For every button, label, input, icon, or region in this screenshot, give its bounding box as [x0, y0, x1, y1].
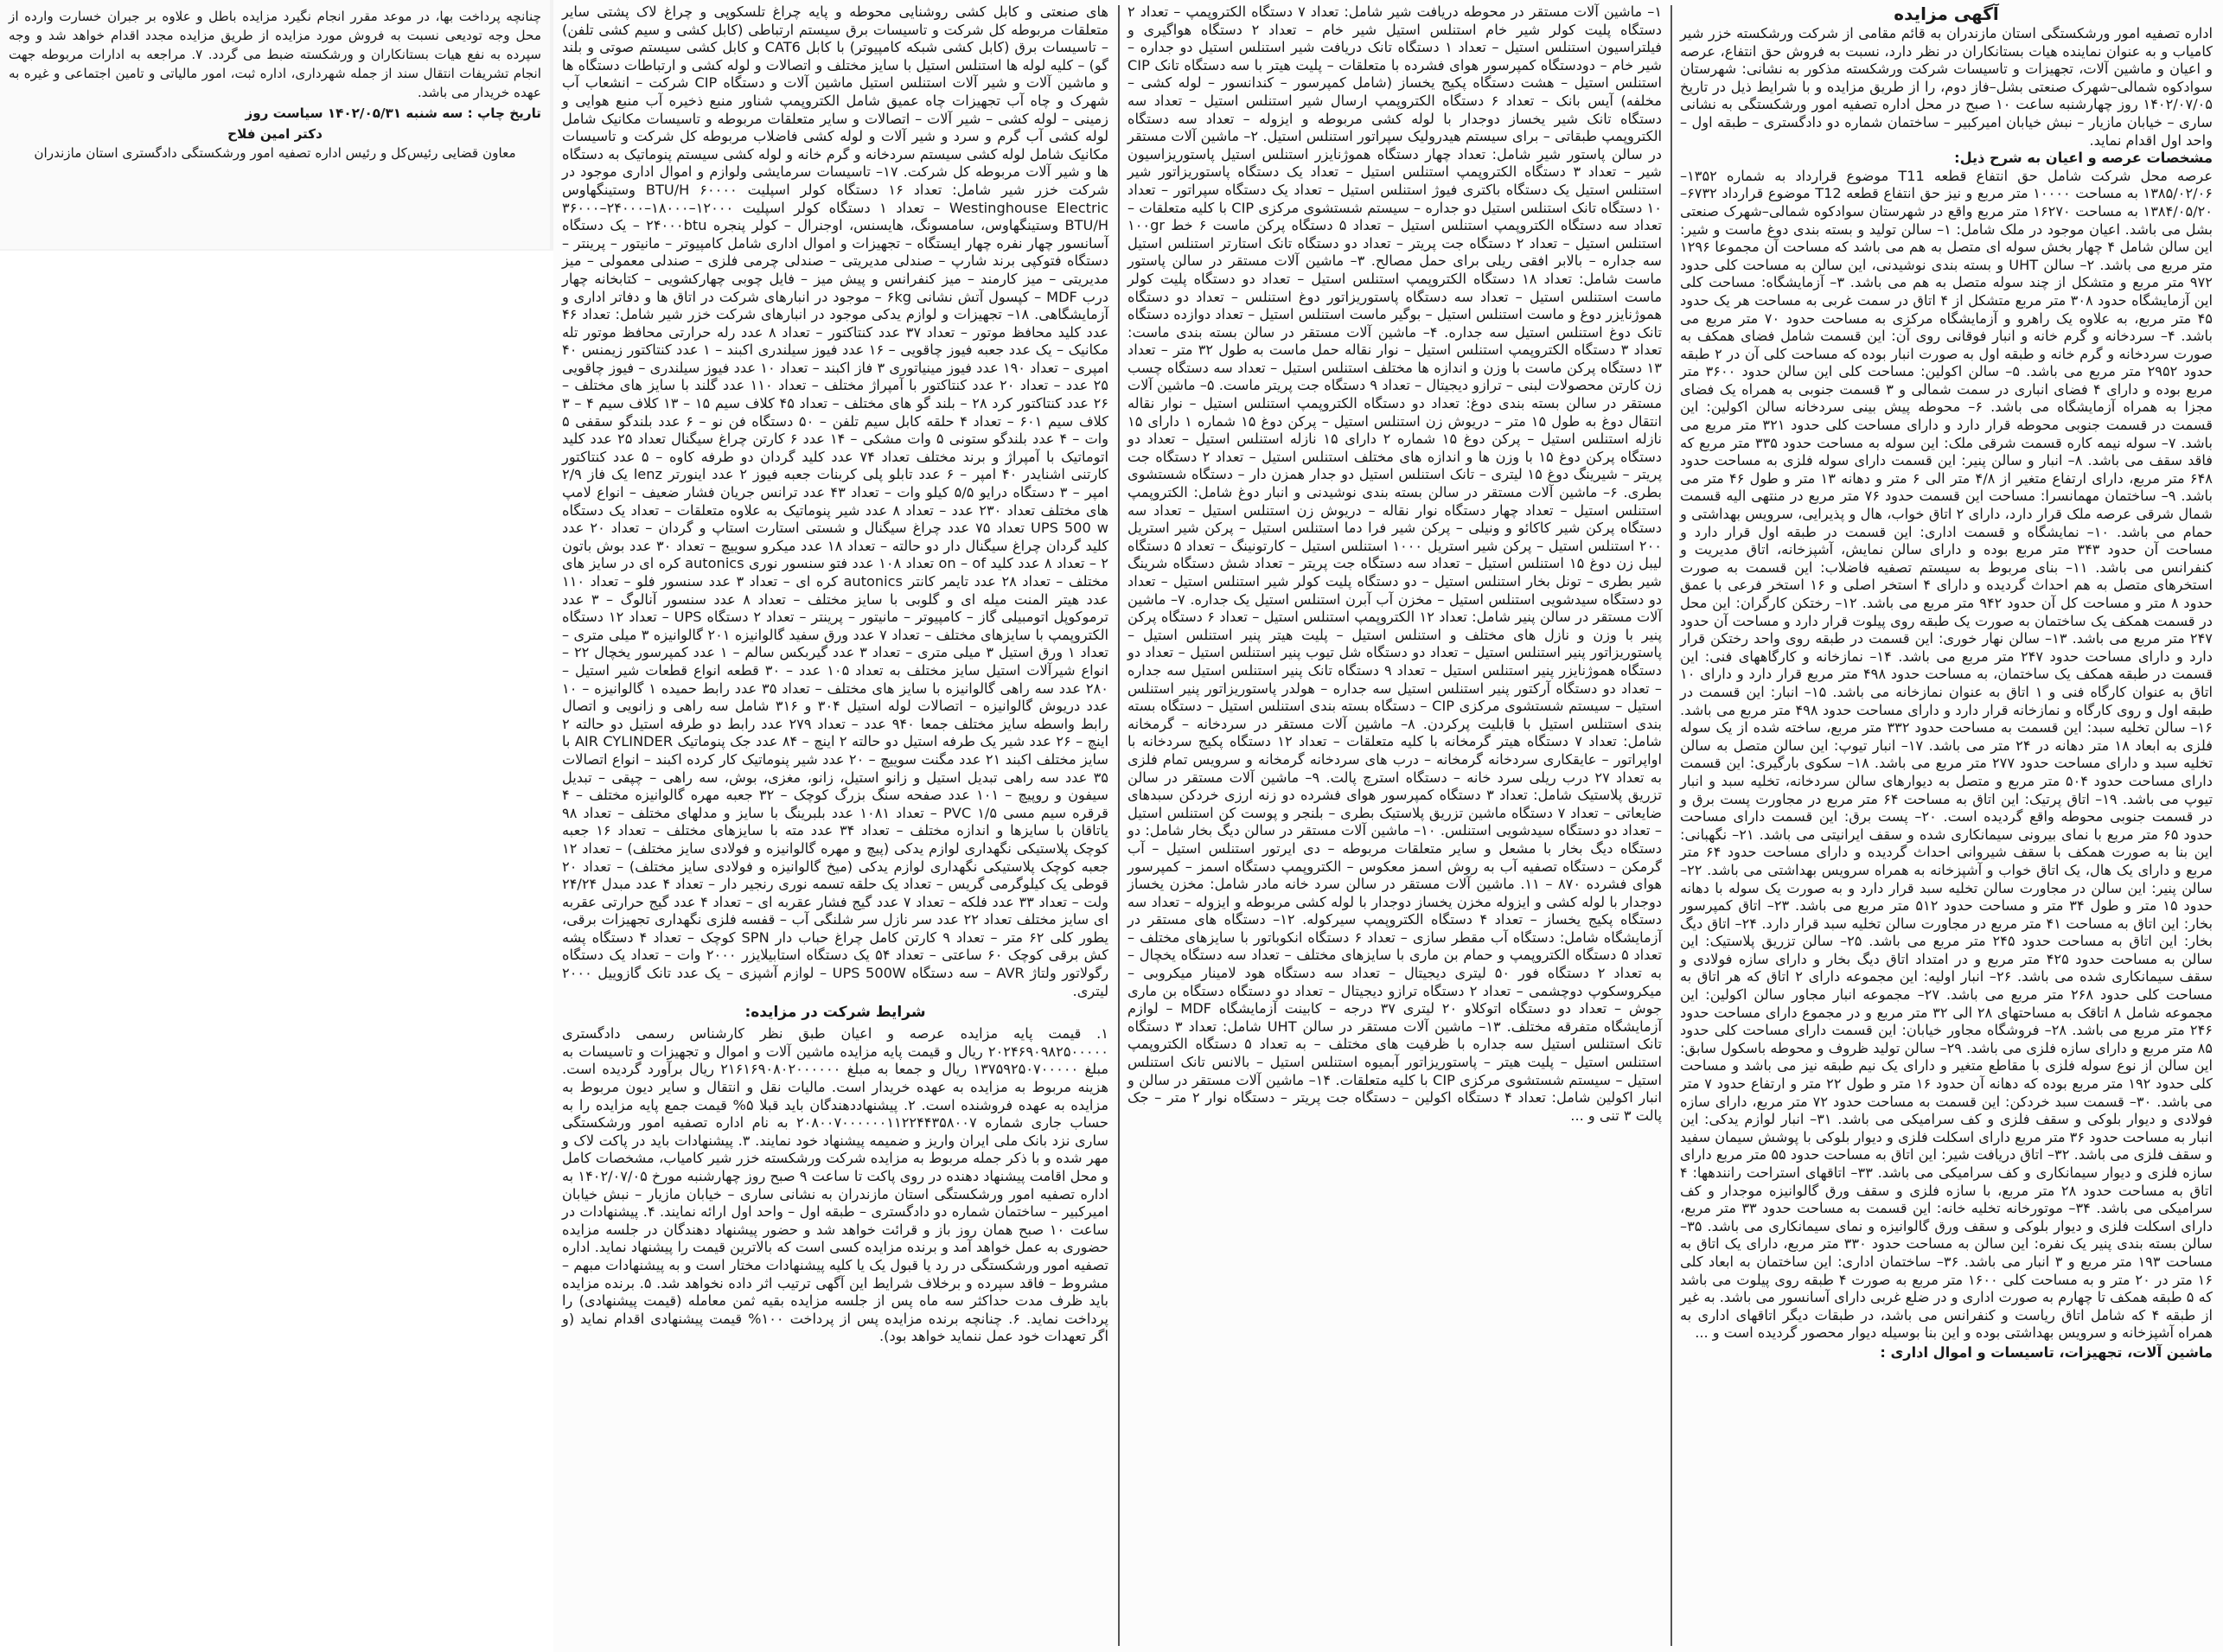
notice-heading: آگهی مزایده	[1894, 3, 1999, 24]
spec-text: عرصه محل شرکت شامل حق انتفاع قطعه T11 موضوع قرارداد به شماره ۱۳۵۲–۱۳۸۵/۰۲/۰۶ به مساحت ۱۰۰۰۰ متر مربع و نیز حق انتفاع قطعه T12 موضوع قرارداد ۶۷۳۲–۱۳۸۴/۰۵/۲۰ به مساحت ۱۶۲۷۰ متر مربع واقع در شهرستان سوادکوه شمالی–شهرک صنعتی بشل می باشد. اعیان موجود در ملک شامل: ۱– سالن تولید و بسته بندی دوغ ماست و شیر: این سالن شامل ۴ چهار بخش سوله ای متصل به هم می باشد که مساحت آن مجموعا ۱۲۹۶ متر مربع می باشد. ۲– سالن UHT و بسته بندی نوشیدنی، این سالن به مساحت کلی حدود ۹۷۲ متر مربع و متشکل از چند سوله متصل به هم می باشد. ۳– آزمایشگاه: مساحت کلی این آزمایشگاه حدود ۳۰۸ متر مربع متشکل از ۴ اتاق در سمت غربی به مساحت هر یک حدود ۴۵ متر مربع، به علاوه یک راهرو و آزمایشگاه مرکزی به مساحت حدود ۷۰ متر مربع می باشد. ۴– سردخانه و گرم خانه و انبار فوقانی روی آن: این قسمت شامل فضای همکف به صورت سردخانه و گرم خانه و طبقه اول به صورت انبار بوده که مساحت کلی آن در ۲ طبقه حدود ۲۹۵۲ متر مربع می باشد. ۵– سالن اکولین: مساحت کلی این سالن حدود ۳۶۰۰ متر مربع بوده و دارای ۴ فضای انباری در سمت شمالی و ۳ قسمت جنوبی به همراه یک فضای مجزا به همراه آزمایشگاه می باشد. ۶– محوطه پیش بینی سردخانه سالن اکولین: این قسمت در قسمت جنوبی محوطه قرار دارد و دارای مساحت کلی حدود ۳۲۱ متر مربع می باشد. ۷– سوله نیمه کاره قسمت شرقی ملک: این سوله به مساحت حدود ۳۳۵ متر مربع که فاقد سقف می باشد. ۸– انبار و سالن پنیر: این قسمت دارای سوله فلزی به مساحت حدود ۶۴۸ متر مربع، دارای ارتفاع متغیر از ۴/۸ متر الی ۶ متر و دهانه ۱۳ متر و طول ۴۶ متر می باشد. ۹– ساختمان مهمانسرا: مساحت این قسمت حدود ۷۶ متر مربع در منتهی الیه قسمت شمال شرقی عرصه ملک قرار دارد، دارای ۲ اتاق خواب، هال و پذیرایی، سرویس بهداشتی و حمام می باشد. ۱۰– نمایشگاه و قسمت اداری: این قسمت در طبقه اول قرار دارد و مساحت آن حدود ۳۴۳ متر مربع بوده و دارای سالن نمایش، آشپزخانه، اتاق مدیریت و کنفرانس می باشد. ۱۱– بنای مربوط به سیستم تصفیه فاضلاب: این قسمت به صورت استخرهای متصل به هم احداث گردیده و دارای ۴ استخر اصلی و ۱۶ استخر فرعی با عمق حدود ۸ متر و مساحت کل آن حدود ۹۴۲ متر مربع می باشد. ۱۲– رختکن کارگران: این محل در قسمت همکف یک ساختمان به صورت یک طبقه روی پیلوت قرار دارد و مساحت آن حدود ۲۴۷ متر مربع می باشد. ۱۳– سالن نهار خوری: این قسمت در طبقه روی واحد رختکن قرار دارد و دارای مساحت حدود ۲۴۷ متر مربع می باشد. ۱۴– نمازخانه و کارگاههای فنی: این قسمت در طبقه همکف یک ساختمان، به مساحت حدود ۴۹۸ متر مربع قرار دارد و دارای ۱۰ اتاق به عنوان کارگاه فنی و ۱ اتاق به عنوان نمازخانه می باشد. ۱۵– انبار: این قسمت در طبقه اول و روی کارگاه و نمازخانه قرار دارد و دارای مساحت حدود ۴۹۸ متر مربع می باشد. ۱۶– سالن تخلیه سبد: این قسمت به مساحت حدود ۳۳۲ متر مربع، ساخته شده از یک سوله فلزی به ابعاد ۱۸ متر دهانه در ۲۴ متر می باشد. ۱۷– انبار تیوپ: این سالن متصل به سالن تخلیه سبد و دارای مساحت حدود ۲۷۷ متر مربع می باشد. ۱۸– سکوی بارگیری: این قسمت دارای مساحت حدود ۵۰۴ متر مربع و متصل به دیوارهای سالن سردخانه، تخلیه سبد و انبار تیوپ می باشد. ۱۹– اتاق پرتیک: این اتاق به مساحت ۶۴ متر مربع در مجاورت پست برق و در قسمت جنوبی محوطه واقع گردیده است. ۲۰– پست برق: این قسمت دارای مساحت حدود ۶۵ متر مربع با نمای بیرونی سیمانکاری شده و سقف ایرانیتی می باشد. ۲۱– نگهبانی: این بنا به صورت همکف با سقف شیروانی احداث گردیده و دارای مساحت حدود ۶۴ متر مربع و دارای یک هال، یک اتاق خواب و آشپزخانه به همراه سرویس بهداشتی می باشد. ۲۲– سالن پنیر: این سالن در مجاورت سالن تخلیه سبد قرار دارد و به صورت یک سوله با دهانه حدود ۱۵ متر و طول ۳۴ متر و مساحت حدود ۵۱۲ متر مربع می باشد. ۲۳– اتاق کمپرسور بخار: این اتاق به مساحت ۴۱ متر مربع در مجاورت سالن تخلیه سبد قرار دارد. ۲۴– اتاق دیگ بخار: این اتاق به مساحت حدود ۲۴۵ متر مربع می باشد. ۲۵– سالن تزریق پلاستیک: این سالن به مساحت حدود ۴۲۵ متر مربع و در امتداد اتاق دیگ بخار و دارای سازه فولادی و سقف سیمانکاری شده می باشد. ۲۶– انبار اولیه: این مجموعه دارای ۲ اتاق که هر اتاق به مساحت کلی حدود ۲۶۸ متر مربع می باشد. ۲۷– مجموعه انبار مجاور سالن اکولین: این مجموعه شامل ۸ اتاقک به مساحتهای ۲۸ الی ۳۲ متر مربع و در مجموع دارای مساحت حدود ۲۴۶ متر مربع می باشد. ۲۸– فروشگاه مجاور خیابان: این قسمت دارای مساحت کلی حدود ۸۵ متر مربع و دارای سازه فلزی می باشد. ۲۹– سالن تولید ظروف و محوطه باسکول سابق: این سالن از نوع سوله فلزی با مقاطع متغیر و دارای یک نیم طبقه نیز می باشد و مساحت کلی حدود ۱۹۲ متر مربع بوده که دهانه آن حدود ۱۶ متر و طول ۲۲ متر و ارتفاع حدود ۷ متر می باشد. ۳۰– قسمت سبد خردکن: این قسمت به مساحت حدود ۷۲ متر مربع، دارای سازه فولادی و دیوار بلوکی و سقف فلزی و کف سرامیکی می باشد. ۳۱– انبار لوازم یدکی: این انبار به مساحت حدود ۳۶ متر مربع دارای اسکلت فلزی و دیوار بلوکی با پوشش سیمان سفید و سقف فلزی می باشد. ۳۲– اتاق دریافت شیر: این اتاق به مساحت حدود ۵۵ متر مربع دارای سازه فلزی و دیوار سیمانکاری و کف سرامیکی می باشد. ۳۳– اتاقهای استراحت رانندهها: ۴ اتاق به مساحت حدود ۲۸ متر مربع، با سازه فلزی و سقف ورق گالوانیزه موجدار و کف سرامیکی می باشد. ۳۴– موتورخانه تخلیه خانه: این قسمت به مساحت حدود ۳۳ متر مربع، دارای اسکلت فلزی و دیوار بلوکی و سقف ورق گالوانیزه و نمای سیمانکاری می باشد. ۳۵– سالن بسته بندی پنیر یک نفره: این سالن به مساحت حدود ۳۳۰ متر مربع، دارای یک اتاق به مساحت ۱۹۳ متر مربع و ۳ انبار می باشد. ۳۶– ساختمان اداری: این ساختمان به ابعاد کلی ۱۶ متر در ۲۰ متر و به مساحت کلی ۱۶۰۰ متر مربع به صورت ۴ طبقه روی پیلوت می باشد که ۵ طبقه همکف تا چهارم به صورت اداری و در ضلع غربی دارای آسانسور می باشد. به غیر از طبقه ۴ که شامل اتاق ریاست و کنفرانس می باشد، در طبقات دیگر اتاقهای اداری به همراه آشپزخانه و سرویس بهداشتی بوده و این بنا بوسیله دیوار محصور گردیده است و ...	[1675, 167, 2213, 1342]
equipment-text-part-2: های صنعتی و کابل کشی روشنایی محوطه و پایه چراغ تلسکوپی و چراغ لاک پشتی سایر متعلقات مربوطه کل شرکت و تاسیسات برق سیستم ارتباطی (کابل کشی و سیم کشی تلفن) – تاسیسات برق (کابل کشی شبکه کامپیوتر) با کابل CAT6 و کابل کشی سیستم صوتی و بلند گو) – کلیه لوله ها استنلس استیل با سایز مختلف و اتصالات و لوله کشی و ارتباطات دستگاه ها و ماشین آلات و شیر آلات استنلس استیل ماشین آلات و دستگاه CIP شرکت – انشعاب آب شهرک و چاه آب تجهیزات چاه عمیق شامل الکتروپمپ شناور منبع ذخیره آب منبع هوایی و زمینی – لوله کشی – شیر آلات – اتصالات و سایر متعلقات مربوطه و تاسیسات مکانیک شامل لوله کشی آب گرم و سرد و شیر آلات و لوله کشی فاضلاب مربوطه کل شرکت و تاسیسات مکانیک شامل لوله کشی سیستم سردخانه و گرم خانه و لوله کشی سیستم پنوماتیک به دستگاه ها و شیر آلات مربوطه کل شرکت. ۱۷– تاسیسات سرمایشی ولوازم و اموال اداری موجود در شرکت خزر شیر شامل: تعداد ۱۶ دستگاه کولر اسپلیت ۶۰۰۰۰ BTU/H وستینگهاوس Westinghouse Electric – تعداد ۱ دستگاه کولر اسپلیت ۱۲۰۰۰–۱۸۰۰۰–۲۴۰۰۰–۳۶۰۰۰ BTU/H وستینگهاوس، سامسونگ، هایسنس، اوجنرال – کولر پنجره ۲۴۰۰۰btu – یک دستگاه آسانسور چهار نفره چهار ایستگاه – تجهیزات و اموال اداری شامل کامپیوتر – مانیتور – پرینتر – دستگاه فتوکپی برند شارپ – صندلی مدیریتی – صندلی چرمی فلزی – صندلی معمولی – میز مدیریتی – میز کارمند – میز کنفرانس و پیش میز – فایل چوبی چهارکشویی – کتابخانه چهار درب MDF – کپسول آتش نشانی ۶kg – موجود در انبارهای شرکت در اتاق ها و دفاتر اداری و آزمایشگاهی. ۱۸– تجهیزات و لوازم یدکی موجود در انبارهای شرکت خزر شیر شامل: تعداد ۴۶ عدد کلید محافظ موتور – تعداد ۳۷ عدد کنتاکتور – تعداد ۸ عدد رله حرارتی محافظ موتور تله مکانیک – یک عدد جعبه فیوز چاقویی – ۱۶ عدد فیوز سیلندری اکبند – ۱ عدد کنتاکتور زیمنس ۴۰ امپری – تعداد ۱۹۰ عدد فیوز مینیاتوری ۳ فاز اکبند – تعداد ۱۰ عدد فیوز سیلندری – فیوز چاقویی ۲۵ عدد – تعداد ۲۰ عدد کنتاکتور با آمپراژ مختلف – تعداد ۱۱۰ عدد گلند با سایز های مختلف – ۲۶ عدد کنتاکتور کرد ۲۸ – بلند گو های مختلف – تعداد ۴۵ کلاف سیم ۱۵ – ۱۳ کلاف سیم ۴ – ۳ کلاف سیم ۶۰۱ – تعداد ۴ حلقه کابل سیم تلفن – ۵۰ دستگاه فن نو – ۶ عدد بلندگو سقفی ۵ وات – ۴ عدد بلندگو ستونی ۵ وات مشکی – ۱۴ عدد ۶ کارتن چراغ سیگنال تعداد ۲۵ عدد کلید اتوماتیک با آمپراژ و برند مختلف تعداد ۷۴ عدد کلید گردان دو طرفه کاوه – ۵ عدد کنتاکتور کارتنی اشنایدر ۴۰ امپر – ۶ عدد تابلو پلی کربنات جعبه فیوز ۲ عدد اینورتر lenz یک فاز ۲/۹ امپر – ۳ دستگاه درایو ۵/۵ کیلو وات – تعداد ۴۳ عدد ترانس جریان فشار ضعیف – انواع لامپ های مختلف تعداد ۲۳۰ عدد – تعداد ۸ عدد شیر پنوماتیک به علاوه متعلقات – تعداد یک دستگاه UPS 500 w تعداد ۷۵ عدد چراغ سیگنال و شستی استارت استاپ و گردان – تعداد ۲۰ عدد کلید گردان چراغ سیگنال دار دو حالته – تعداد ۱۸ عدد میکرو سوییچ – تعداد ۳۰ عدد بوش باتون ۲ – تعداد ۸ عدد کلید on – of تعداد ۱۰۸ عدد فتو سنسور نوری autonics کره ای در سایز های مختلف – تعداد ۲۸ عدد تایمر کانتر autonics کره ای – تعداد ۳ عدد سنسور فلو – تعداد ۱۱۰ عدد هیتر المنت میله ای و گلوبی با سایز مختلف – تعداد ۸ عدد سنسور آنالوگ – ۳ عدد ترموکوپل اتومبیلی گاز – کامپیوتر – مانیتور – پرینتر – تعداد ۲ دستگاه UPS – تعداد ۱۲ دستگاه الکتروپمپ با سایزهای مختلف – تعداد ۷ عدد ورق سفید گالوانیزه ۲۰۱ گالوانیزه ۳ میلی متری – تعداد ۱ ورق استیل ۳ میلی متری – تعداد ۳ عدد گیربکس سالم – ۱ عدد کمپرسور یخچال ۲۲ – انواع شیرآلات استیل سایز مختلف به تعداد ۱۰۵ عدد – ۳۰ قطعه انواع قطعات شیر استیل – ۲۸۰ عدد سه راهی گالوانیزه با سایز های مختلف – تعداد ۳۵ عدد رابط حمیده ۱ گالوانیزه – ۱۰ عدد دریوش گالوانیزه – اتصالات لوله استیل ۳۰۴ و ۳۱۶ شامل سه راهی و زانویی و اتصال رابط واسطه سایز مختلف جمعا ۹۴۰ عدد – تعداد ۲۷۹ عدد رابط دو طرفه استیل دو حالته ۲ اینچ – ۲۶ عدد شیر یک طرفه استیل دو حالته ۲ اینچ – ۸۴ عدد جک پنوماتیک AIR CYLINDER با سایز مختلف اکبند ۲۱ عدد مگنت سوییچ – ۲۰ عدد شیر پنوماتیک کار کرده اکبند – انواع اتصالات ۳۵ عدد سه راهی تبدیل استیل و زانو استیل، زانو، مغزی، بوش، سه راهی – چپقی – تبدیل سیفون و روپیچ – ۱۰۱ عدد صفحه سنگ بزرگ کوچک – ۳۲ جعبه مهره گالوانیزه مختلف – ۴ قرقره سیم مسی ۱/۵ PVC – تعداد ۱۰۸۱ عدد بلبرینگ با سایز و مدلهای مختلف – تعداد ۹۸ یاتاقان با سایزها و اندازه مختلف – تعداد ۳۴ عدد مته با سایزهای مختلف – تعداد ۱۶ جعبه کوچک پلاستیکی نگهداری لوازم یدکی (پیچ و مهره گالوانیزه و فولادی سایز مختلف) – تعداد ۱۲ جعبه کوچک پلاستیکی نگهداری لوازم یدکی (میخ گالوانیزه و فولادی سایز مختلف) – تعداد ۲۰ قوطی یک کیلوگرمی گریس – تعداد یک حلقه تسمه نوری رنجیر دار – تعداد ۴ عدد مبدل ۲۴/۲۴ ولت – تعداد ۳۳ عدد فلکه – تعداد ۷ عدد گیج فشار عقربه ای – تعداد ۴ عدد گیج حرارتی عقربه ای سایز مختلف تعداد ۲۲ عدد سر نازل سر شلنگی آب – قفسه فلزی نگهداری تجهیزات برقی، یطور کلی ۶۲ متر – تعداد ۹ کارتن کامل چراغ حباب دار SPN کوچک – تعداد ۴ دستگاه پشه کش برقی کوچک ۶۰ ساعتی – تعداد ۵۴ یک دستگاه استابیلایزر ۲۰۰۰ وات – تعداد یک دستگاه رگولاتور ولتاژ AVR – سه دستگاه UPS 500W – لوازم آشپزی – یک عدد تانک گازوییل ۲۰۰۰ لیتری.	[557, 3, 1109, 999]
column-divider-2	[1118, 5, 1120, 1646]
side-text: چنانچه پرداخت بها، در موعد مقرر انجام نگیرد مزایده باطل و علاوه بر جبران خسارت وارده از محل وجه تودیعی نسبت به فروش مورد مزایده از طریق مزایده مجدد اقدام خواهد شد و وجه سپرده به نفع هیات بستانکاران و ورشکسته ضبط می گردد. ۷. مراجعه به ادارات مربوطه جهت انجام تشریفات انتقال سند از جمله شهرداری، اداره ثبت، امور مالیاتی و تامین اجتماعی و غیره به عهده خریدار می باشد.	[9, 9, 542, 100]
notice-column-1	[1675, 3, 2218, 1648]
side-clipping	[0, 0, 550, 249]
signer-name: دکتر امین فلاح	[227, 126, 323, 142]
equipment-text-part-1: ۱– ماشین آلات مستقر در محوطه دریافت شیر شامل: تعداد ۷ دستگاه الکتروپمپ – تعداد ۲ دستگاه پلیت کولر شیر خام استنلس استیل شیر خام – تعداد ۲ دستگاه هواگیری و فیلتراسیون استنلس استیل – تعداد ۱ دستگاه تانک دریافت شیر استنلس استیل دو جداره – شیر خام – دودستگاه کمپرسور هوای فشرده با متعلقات – پلیت هیتر با سه دستگاه تانک CIP استنلس استیل – هشت دستگاه پکیج یخساز (شامل کمپرسور – کندانسور – لوله کشی – مخلفه) آیس بانک – تعداد ۶ دستگاه الکتروپمپ ارسال شیر استنلس استیل – تعداد سه دستگاه تانک شیر یخساز دوجدار با لوله کشی مربوطه و ایزوله – تعداد سه دستگاه الکتروپمپ طبقاتی – برای سیستم هیدرولیک سپراتور استنلس استیل. ۲– ماشین آلات مستقر در سالن پاستور شیر شامل: تعداد چهار دستگاه هموژنایزر استنلس استیل پاستوریزاسیون شیر – تعداد ۳ دستگاه الکتروپمپ استنلس استیل – تعداد یک دستگاه پاستوریزاتور شیر استنلس استیل یک دستگاه باکتری فیوژ استنلس استیل – تعداد یک دستگاه سپراتور – تعداد ۱۰ دستگاه تانک استنلس استیل دو جداره – سیستم شستشوی مرکزی CIP با کلیه متعلقات – تعداد سه دستگاه الکتروپمپ استنلس استیل – تعداد ۵ دستگاه پرکن ماست ۶ خط ۱۰۰gr استنلس استیل – تعداد ۲ دستگاه جت پریتر – تعداد دو دستگاه تانک استارتر استنلس استیل سه جداره – بالابر افقی ریلی برای حمل مصالح. ۳– ماشین آلات مستقر در سالن پاستور ماست شامل: تعداد ۱۸ دستگاه الکتروپمپ استنلس استیل – تعداد دو دستگاه پلیت کولر ماست استنلس استیل – تعداد سه دستگاه پاستوریزاتور دوغ استنلس – تعداد دو دستگاه هموژنایزر دوغ و ماست استنلس استیل – بوگیر ماست استنلس استیل – تعداد دوازده دستگاه تانک دوغ استنلس استیل سه جداره. ۴– ماشین آلات مستقر در سالن بسته بندی ماست: تعداد ۳ دستگاه الکتروپمپ استنلس استیل – نوار نقاله حمل ماست به طول ۳۲ متر – تعداد ۱۳ دستگاه پرکن ماست با وزن و اندازه ها مختلف استنلس استیل – تعداد سه دستگاه چسب زن کارتن محصولات لبنی – ترازو دیجیتال – تعداد ۹ دستگاه جت پریتر ماست. ۵– ماشین آلات مستقر در سالن بسته بندی دوغ: تعداد دو دستگاه الکتروپمپ استنلس استیل – نوار نقاله انتقال دوغ به طول ۱۵ متر – دریوش زن استنلس استیل – پرکن دوغ ۱۵ شماره ۱ دارای ۱۵ نازله استنلس استیل – پرکن دوغ ۱۵ شماره ۲ دارای ۱۵ نازله استنلس استیل – تعداد دو دستگاه پرکن دوغ ۱۵ با وزن ها و اندازه های مختلف استنلس استیل – تعداد ۲ دستگاه جت پریتر – شیرینگ دوغ ۱۵ لیتری – تانک استنلس استیل دو جدار همزن دار – دستگاه شستشوی بطری. ۶– ماشین آلات مستقر در سالن بسته بندی نوشیدنی و انبار دوغ شامل: الکتروپمپ استنلس استیل – تعداد چهار دستگاه نوار نقاله – دریوش زن استنلس استیل – تعداد سه دستگاه پرکن شیر کاکائو و ونیلی – پرکن شیر فرا دما استنلس استیل – پرکن شیر استریل ۲۰۰ استنلس استیل – پرکن شیر استریل ۱۰۰۰ استنلس استیل – کارتونینگ – تعداد ۵ دستگاه لیبل زن دوغ ۱۵ استنلس استیل – تعداد سه دستگاه جت پریتر – تعداد شش دستگاه شرینگ شیر بطری – تونل بخار استنلس استیل – دو دستگاه پلیت کولر شیر استنلس استیل – تعداد دو دستگاه سیدشویی استنلس استیل – مخزن آب آبرن استنلس استیل یک جداره. ۷– ماشین آلات مستقر در سالن پنیر شامل: تعداد ۱۲ الکتروپمپ استنلس استیل – تعداد ۶ دستگاه پرکن پنیر با وزن و نازل های مختلف و استنلس استیل – پلیت هیتر پنیر استنلس استیل – پاستوریزاتور پنیر استنلس استیل – تعداد دو دستگاه شل تیوب پنیر استنلس استیل – تعداد دو دستگاه هموژنایزر پنیر استنلس استیل – تعداد ۹ دستگاه تانک پنیر استنلس استیل سه جداره – تعداد دو دستگاه آرکتور پنیر استنلس استیل سه جداره – هولدر پاستوریزاتور پنیر استنلس استیل – سیستم شستشوی مرکزی CIP – دستگاه بسته بندی استنلس استیل – دستگاه بسته بندی استنلس استیل با قابلیت پرکردن. ۸– ماشین آلات مستقر در سردخانه – گرمخانه شامل: تعداد ۷ دستگاه هیتر گرمخانه با کلیه متعلقات – تعداد ۱۲ دستگاه پکیج سردخانه با اواپراتور – عایقکاری سردخانه گرمخانه – درب های سردخانه گرمخانه و سرویس تمام فلزی به تعداد ۲۷ درب ریلی سرد خانه – دستگاه استرچ پالت. ۹– ماشین آلات مستقر در سالن تزریق پلاستیک شامل: تعداد ۳ دستگاه کمپرسور هوای فشرده دو زنه ارزی خردکن سبدهای ضایعاتی – تعداد ۷ دستگاه ماشین تزریق پلاستیک بطری – بلنجر و پوست کن استنلس استیل – تعداد دو دستگاه سیدشویی استنلس. ۱۰– ماشین آلات مستقر در سالن دیگ بخار شامل: دو دستگاه دیگ بخار با مشعل و سایر متعلقات مربوطه – دی ایرتور استنلس استیل – آب گرمکن – دستگاه تصفیه آب به روش اسمز معکوس – الکتروپمپ دستگاه اسمز – کمپرسور هوای فشرده ۸۷۰ – ۱۱. ماشین آلات مستقر در سالن سرد خانه مادر شامل: مخزن یخساز دوجدار با لوله کشی و ایزوله مخزن یخساز دوجدار با لوله کشی مربوطه و ایزوله – تعداد سه دستگاه پکیج یخساز – تعداد ۴ دستگاه الکتروپمپ سیرکوله. ۱۲– دستگاه های مستقر در آزمایشگاه شامل: دستگاه آب مقطر سازی – تعداد ۶ دستگاه انکوباتور با سایزهای مختلف – تعداد ۵ دستگاه الکتروپمپ و حمام بن ماری با سایزهای مختلف – تعداد سه دستگاه یخچال – به تعداد ۲ دستگاه فور ۵۰ لیتری دیجیتال – تعداد سه دستگاه هود لامینار میکروبی – میکروسکوپ دوچشمی – تعداد ۲ دستگاه ترازو دیجیتال – تعداد دو دستگاه دستگاه بن ماری جوش – تعداد دو دستگاه اتوکلاو ۲۰ لیتری ۳۷ درجه – کابینت آزمایشگاه MDF – لوازم آزمایشگاه متفرقه مختلف. ۱۳– ماشین آلات مستقر در سالن UHT شامل: تعداد ۳ دستگاه تانک استنلس استیل سه جداره با ظرفیت های مختلف – به تعداد ۵ دستگاه الکتروپمپ استنلس استیل – پلیت هیتر – پاستوریزاتور آبمیوه استنلس استیل – بالانس تانک استنلس استیل – سیستم شستشوی مرکزی CIP با کلیه متعلقات. ۱۴– ماشین آلات مستقر در سالن و انبار اکولین شامل: تعداد ۴ دستگاه اکولین – دستگاه جت پریتر – دستگاه نوار ۲ متر – جک پالت ۳ تنی و ...	[1122, 3, 1663, 1124]
signer-title: معاون قضایی رئیس‌کل و رئیس اداره تصفیه امور ورشکستگی دادگستری استان مازندران	[34, 145, 516, 161]
equipment-title: ماشین آلات، تجهیزات، تاسیسات و اموال اداری :	[1880, 1343, 2213, 1361]
conditions-text: ۱. قیمت پایه مزایده عرصه و اعیان طبق نظر کارشناس رسمی دادگستری ۲۰۲۴۶۹۰۹۸۲۵۰۰۰۰۰ ریال و قیمت پایه مزایده ماشین آلات و اموال و تجهیزات و تاسیسات به مبلغ ۱۳۷۵۹۲۵۰۷۰۰۰۰۰ ریال و جمعا به مبلغ ۲۱۶۱۶۹۰۸۰۲۰۰۰۰۰۰ ریال برآورد گردیده است. هزینه مربوط به مزایده به عهده خریدار است. مالیات نقل و انتقال و سایر دیون مربوط به مزایده به عهده فروشنده است. ۲. پیشنهاددهندگان باید قبلا ۵% قیمت جمع پایه مزایده را به حساب جاری شماره ۲۰۸۰۰۷۰۰۰۰۰۰۱۱۲۲۴۴۳۵۸۰۰۷ به نام اداره تصفیه امور ورشکستگی ساری نزد بانک ملی ایران واریز و ضمیمه پیشنهاد خود نمایند. ۳. پیشنهادات باید در پاکت لاک و مهر شده و با ذکر جمله مربوط به مزایده شرکت ورشکسته خزر شیر کامیاب، مشخصات کامل و محل اقامت پیشنهاد دهنده در روی پاکت تا ساعت ۹ صبح روز چهارشنبه مورخ ۱۴۰۲/۰۷/۰۵ به اداره تصفیه امور ورشکستگی استان مازندران به نشانی ساری – خیابان مازیار – نبش خیابان امیرکبیر – ساختمان شماره دو دادگستری – طبقه اول – واحد اول ارائه نمایند. ۴. پیشنهادات در ساعت ۱۰ صبح همان روز باز و قرائت خواهد شد و حضور پیشنهاد دهندگان در جلسه مزایده حضوری به عمل خواهد آمد و برنده مزایده کسی است که بالاترین قیمت را پیشنهاد نماید. اداره تصفیه امور ورشکستگی در رد یا قبول یک یا کلیه پیشنهادات مختار است و به پیشنهادات مبهم – مشروط – فاقد سپرده و برخلاف شرایط این آگهی ترتیب اثر داده نخواهد شد. ۵. برنده مزایده باید ظرف مدت حداکثر سه ماه پس از جلسه مزایده بقیه ثمن معامله (قیمت پیشنهادی) را پرداخت نماید. ۶. چنانچه برنده مزایده پس از پرداخت ۱۰۰% قیمت پیشنهادی اقدام نماید (و اگر تعهدات خود عمل ننماید خواهد بود).	[557, 1025, 1109, 1345]
notice-column-3	[557, 3, 1114, 1648]
print-date: تاریخ چاپ : سه شنبه ۱۴۰۲/۰۵/۳۱ سیاست روز	[245, 105, 541, 121]
scan-background-left	[0, 251, 553, 1652]
column-divider-1	[1670, 5, 1672, 1646]
notice-column-2	[1122, 3, 1667, 1648]
spec-title: مشخصات عرصه و اعیان به شرح ذیل:	[1954, 150, 2213, 167]
notice-intro: اداره تصفیه امور ورشکستگی استان مازندران به قائم مقامی از شرکت ورشکسته خزر شیر کامیاب و به عنوان نماینده هیات بستانکاران در نظر دارد، نسبت به فروش حق انتفاع، عرصه و اعیان و ماشین آلات، تجهیزات و تاسیسات شرکت ورشکسته مذکور به نشانی: شهرستان سوادکوه شمالی–شهرک صنعتی بشل–فاز دوم، را از طریق مزایده و با شرایط ذیل در تاریخ ۱۴۰۲/۰۷/۰۵ روز چهارشنبه ساعت ۱۰ صبح در محل اداره تصفیه امور ورشکستگی به نشانی ساری – خیابان مازیار – نبش خیابان امیرکبیر – ساختمان شماره دو دادگستری – طبقه اول – واحد اول اقدام نماید.	[1675, 25, 2213, 149]
conditions-title: شرایط شرکت در مزایده:	[744, 1004, 926, 1022]
